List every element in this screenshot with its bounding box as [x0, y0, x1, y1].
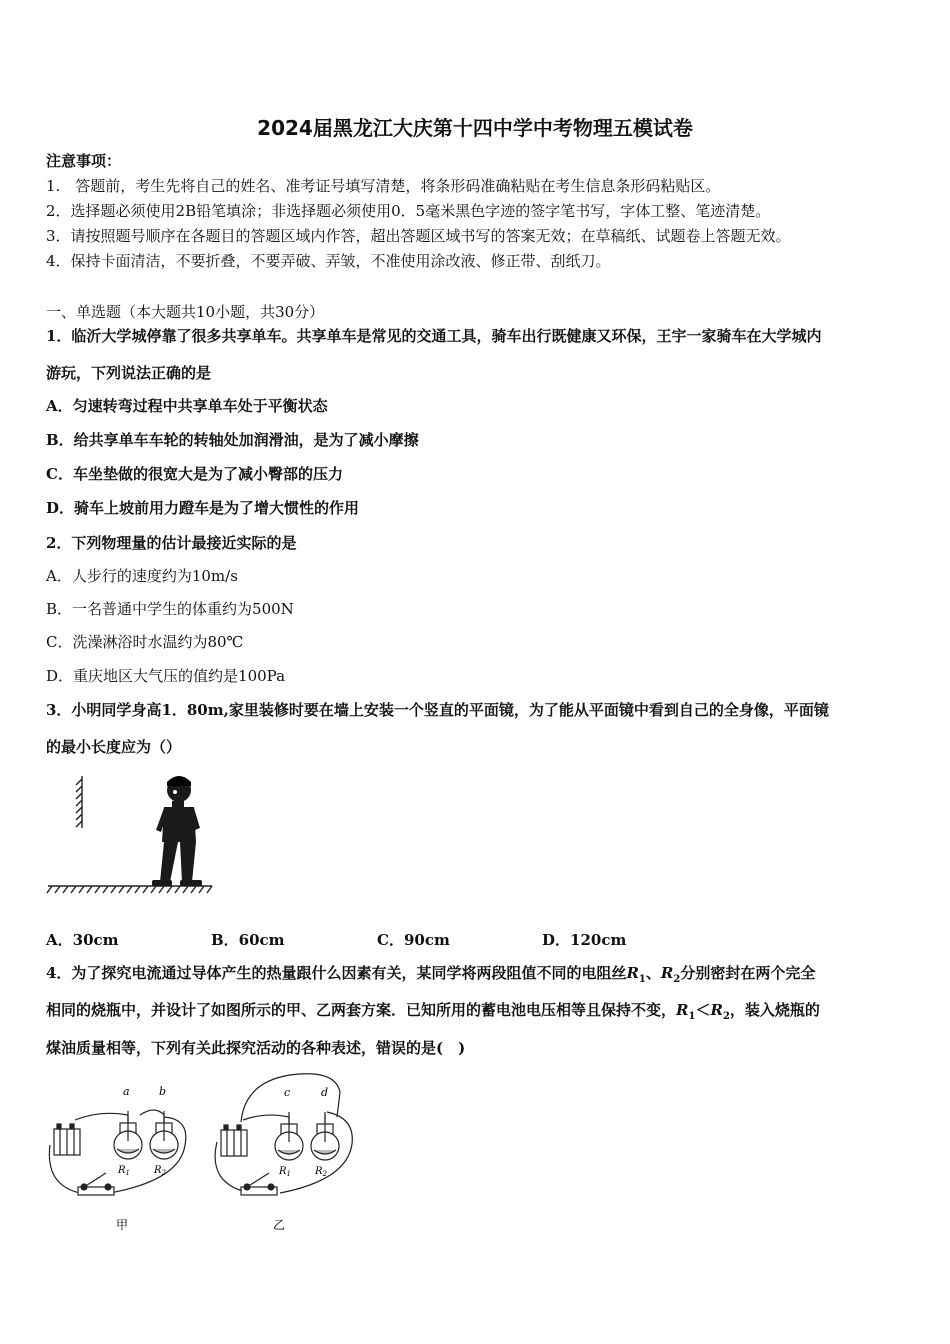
r1-subscript: 1 [688, 1011, 696, 1022]
resistor-label-r2: $R_2$ [315, 1166, 327, 1178]
q3-option-d: D．120cm [542, 931, 627, 949]
flask-icon [275, 1112, 303, 1160]
battery-icon [54, 1124, 80, 1155]
switch-icon [241, 1173, 277, 1195]
figure-caption-yi: 乙 [273, 1218, 286, 1232]
floor-icon [47, 886, 212, 893]
q4-stem-line2-part1: 相同的烧瓶中，并设计了如图所示的甲、乙两套方案．已知所用的蓄电池电压相等且保持不变， [46, 1001, 677, 1019]
r2-symbol: R [660, 964, 674, 982]
separator: 、 [645, 964, 661, 982]
r1-symbol: R [676, 1001, 689, 1019]
q3-option-a: A．30cm [46, 931, 119, 949]
r1-subscript: 1 [638, 974, 646, 985]
q4-stem-line1-part1: 4．为了探究电流通过导体产生的热量跟什么因素有关，某同学将两段阻值不同的电阻丝 [46, 964, 627, 982]
circuit-diagram-jia [40, 1075, 200, 1240]
person-icon [152, 776, 202, 886]
q3-option-b: B．60cm [211, 931, 285, 949]
probe-label-a: a [123, 1085, 130, 1098]
notice-item: 4．保持卡面清洁，不要折叠，不要弄破、弄皱，不准使用涂改液、修正带、刮纸刀。 [46, 252, 611, 270]
resistor-label-r1: $R_1$ [279, 1166, 291, 1178]
notice-item: 3．请按照题号顺序在各题目的答题区域内作答，超出答题区域书写的答案无效；在草稿纸、试题卷上答题无效。 [46, 227, 791, 245]
q2-option-c: C．洗澡淋浴时水温约为80℃ [46, 633, 244, 651]
flask-icon [311, 1112, 339, 1160]
q2-option-b: B．一名普通中学生的体重约为500N [46, 600, 294, 618]
q1-option-c: C．车坐垫做的很宽大是为了减小臀部的压力 [46, 465, 343, 483]
q3-stem-line1: 3．小明同学身高1．80m,家里装修时要在墙上安装一个竖直的平面镜，为了能从平面镜中看到自己的全身像，平面镜 [46, 701, 829, 719]
r2-symbol: R [710, 1001, 723, 1019]
q2-stem: 2．下列物理量的估计最接近实际的是 [46, 534, 297, 552]
figure-caption-jia: 甲 [116, 1218, 129, 1232]
resistor-label-r2: $R_2$ [154, 1165, 166, 1177]
q4-stem-line1-part2: 分别密封在两个完全 [680, 964, 816, 982]
notice-item: 2．选择题必须使用2B铅笔填涂；非选择题必须使用0．5毫米黑色字迹的签字笔书写，字体工整、笔迹清楚。 [46, 202, 771, 220]
q4-stem-line1 [46, 963, 815, 990]
r1-symbol: R [626, 964, 639, 982]
q1-stem-line2: 游玩，下列说法正确的是 [46, 364, 212, 382]
page-title: 2024届黑龙江大庆第十四中学中考物理五模试卷 [257, 116, 693, 140]
q3-stem-line2: 的最小长度应为（） [46, 738, 182, 756]
q3-option-c: C．90cm [377, 931, 450, 949]
r2-subscript: 2 [673, 974, 681, 985]
q2-option-d: D．重庆地区大气压的值约是100Pa [46, 667, 286, 685]
q1-option-d: D．骑车上坡前用力蹬车是为了增大惯性的作用 [46, 499, 360, 517]
q4-stem-line2 [46, 1000, 820, 1027]
mirror-person-figure [46, 770, 216, 898]
flask-icon [150, 1111, 178, 1159]
q1-option-a: A．匀速转弯过程中共享单车处于平衡状态 [46, 397, 328, 415]
q1-option-b: B．给共享单车车轮的转轴处加润滑油，是为了减小摩擦 [46, 431, 419, 449]
probe-label-b: b [159, 1085, 167, 1098]
q2-option-a: A．人步行的速度约为10m/s [46, 567, 238, 585]
less-than: ＜ [695, 1001, 711, 1019]
battery-icon [221, 1125, 247, 1156]
section-heading: 一、单选题（本大题共10小题，共30分） [46, 303, 325, 321]
wall-mirror-icon [76, 776, 82, 828]
q4-stem-line3: 煤油质量相等，下列有关此探究活动的各种表述，错误的是( ) [46, 1039, 466, 1057]
q1-stem-line1: 1．临沂大学城停靠了很多共享单车。共享单车是常见的交通工具，骑车出行既健康又环保，王宇一家骑车在大学城内 [46, 327, 822, 345]
notice-heading: 注意事项： [46, 152, 122, 170]
probe-label-d: d [321, 1086, 329, 1099]
probe-label-c: c [284, 1086, 291, 1099]
circuit-diagram-yi [205, 1072, 365, 1240]
q4-stem-line2-part2: ，装入烧瓶的 [729, 1001, 820, 1019]
resistor-label-r1: $R_1$ [118, 1165, 130, 1177]
notice-item: 1. 答题前，考生先将自己的姓名、准考证号填写清楚，将条形码准确粘贴在考生信息条形码粘贴区。 [46, 177, 721, 195]
flask-icon [114, 1111, 142, 1159]
switch-icon [78, 1173, 114, 1195]
r2-subscript: 2 [722, 1011, 730, 1022]
